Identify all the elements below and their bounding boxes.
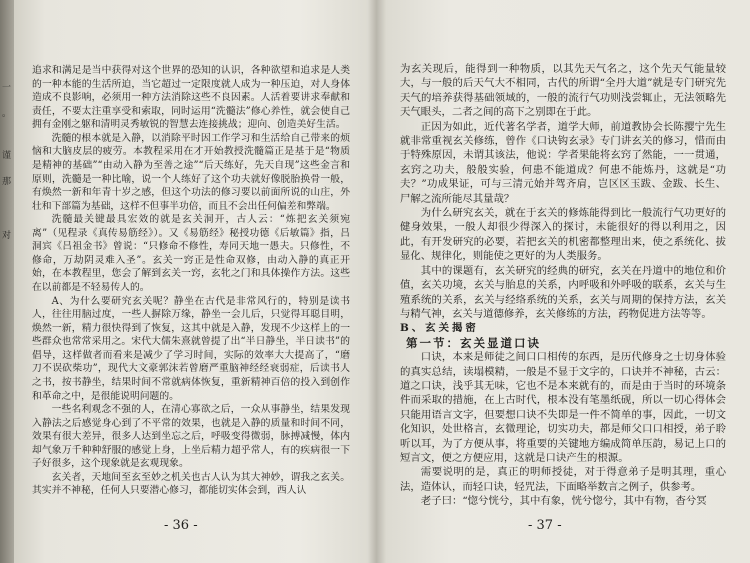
right-page-body [400, 62, 726, 509]
left-page-body [32, 64, 350, 498]
right-paragraph: 为玄关现后，能得到一种物质，以其先天气名之，这个先天气能量较大，与一般的后天气大不相同，古代的所谓“全丹大道”就是专门研究先天气的培养获得基础领域的，一般的流行气功则浅尝辄止，无法领略先天气眼头，二者之间的高下之别即在于此。 [400, 63, 726, 119]
section-heading: B、玄关揭密 [400, 322, 479, 335]
sub-heading: 第一节：玄关显道口诀 [406, 335, 541, 350]
right-paragraph: 其中的课题有，玄关研究的经典的研究，玄关在丹道中的地位和价值，玄关功境，玄关与胎息的关系，内呼吸和外呼吸的联系，玄关与生殖系统的关系，玄关与经络系统的关系，玄关与周期的保持方法，玄关与精气神，玄关与道德修养，玄关修练的方法，药物促进方法等等。 [400, 264, 726, 320]
right-page [380, 0, 746, 563]
edge-glyph: 一 [2, 83, 12, 93]
left-paragraph: 追求和满足是当中获得对这个世界的恐知的认识，各种欲望和追求是人类的一种本能的生活所迫，当它超过一定限度就人成为一种压迫，对人身体造成不良影响，必须用一种方法消除这些不良因素。人活着要讲求奉献和责任，不要太注重享受和索取，同时运用“洗髓法”修心养性，就会使自己拥有金刚之躯和清明灵秀敏锐的智慧去连接挑战；迎向、创造美好生活。 [32, 65, 350, 131]
previous-page-edge [0, 0, 14, 563]
left-paragraph: A、为什么要研究玄关呢？静坐在古代是非常风行的，特别是读书人，往往用脑过度，一些人摒除万缘，静坐一会儿后，只觉得耳聪目明，焕然一新，精力很快得到了恢复，这其中就是入静，发现不少这样上的一些群众也常常采用之。宋代大儒朱熹就曾提了出“半日静坐，半日读书”的倡导，这样做者而看来是减少了学习时间，实际的效率大大提高了，“磨刀不误砍柴功”，现代大文豪郭沫若曾磨严重脑神经经衰弱症，后读书人之书，按书静坐，结果时间不常就病体恢复，重新精神百倍的投入到创作和革命之中，是很能说明问题的。 [32, 295, 350, 402]
right-paragraph: 口诀，本来是师徒之间口口相传的东西，是历代修身之士切身体验的真实总结，读塌模精，一般是不显于文字的，口诀并不神秘，古云：道之口诀，浅乎其无味，它也不是本来就有的，而是由于当时的环境条件而采取的措施，在上古时代，根本没有笔墨纸砚，所以一切心得体会只能用语言文字，但要想口诀不失即是一件不简单的事，因此，一切文化知识，处世格言，玄微理论，切实功夫，都是师父口口相授，弟子聆听以耳，为了方便从事，将重要的关键地方编成简单压韵，易记上口的短言文，便之方便应用，这就是口诀产生的根源。 [400, 351, 726, 464]
left-paragraph: 玄关者，天地间至玄至妙之机关也古人认为其大神妙，谓我之玄关。其实并不神秘，任何人只要潜心修习，都能切实体会到，西人认 [32, 471, 350, 497]
left-page-number: - 36 - [164, 518, 198, 533]
left-paragraph: 洗髓的根本就是入静，以消除平时因工作学习和生活给自己带来的烦恼和大脑皮层的疲劳。本教程采用在才开始教授洗髓篇正是基于是“物质是精神的基础”“由动入静为至善之途”“后天练好，先天自现”这些金言和原则，洗髓是一种比喻，说一个人练好了这个功夫就好像脱胎换骨一般，有焕然一新和年青十岁之感，但这个功法的修习要以前面所说的山庄，外壮和下部篇为基础，这样不但事半功倍，而且不会出任何偏差和弊端。 [32, 132, 350, 212]
left-paragraph: 一些名利观念不强的人，在清心寡欲之后，一众从事静坐，结果发现入静法之后感觉身心到了不平常的效果，也就是入静的质量和时间不同，效果有很大差异，很多人达到坐忘之后，呼吸变得微弱，脉搏减慢，体内却气象万千种种舒服的感觉上身，上坐后精力超乎常人，有的疾病很一下子好很多，这个现象就是玄观现象。 [32, 404, 350, 470]
left-paragraph: 洗髓最关键最具宏效的就是玄关洞开，古人云：“炼把玄关须宛离”（见程录《真传易筋经》）。又《易筋经》秘授功德《后敏篇》指，吕洞宾《吕祖金书》曾说：“只修命不修性，寿同天地一愚夫。只修性，不修命，万劫阴灵难入圣”。玄关一窍正是性命双修，由动入静的真正开始，在本教程里，您会了解到玄关一窍，玄牝之门和具体操作方法。这些在以前都是不轻易传人的。 [32, 214, 350, 293]
right-paragraph: 需要说明的是，真正的明师授徒，对于得意弟子是明其理，重心法，造体认，而轻口诀，轻咒法，下面略举数言之例子，供参考。 [400, 466, 726, 493]
edge-glyph: 对 [2, 231, 12, 241]
left-page [14, 0, 368, 563]
edge-glyph: 谨 [2, 151, 12, 161]
right-page-number: - 37 - [528, 518, 562, 533]
right-paragraph: 为什么研究玄关，就在于玄关的修炼能得到比一般流行气功更好的健身效果，一般人却很少得深入的探讨，未能很好的得以利用之，因此，有开发研究的必要，若把玄关的机密都整理出来，使之系统化、拔显化、规律化，则能使之更好的为人类服务。 [400, 207, 726, 263]
edge-glyph: 。 [2, 109, 12, 119]
right-last-line: 老子曰：“惚兮恍兮，其中有象，恍兮惚兮，其中有物，杳兮冥 [420, 495, 707, 508]
edge-glyph: 那 [2, 177, 12, 187]
right-paragraph: 正因为如此，近代著名学者，道学大师，前道教协会长陈撄宁先生就非常重视玄关修练，曾作《口诀钩玄录》专门讲玄关的修习，惜而由于特殊原因，未谓其该法，他说：学者果能将玄窍了然能，一一贯通，玄窍之功夫，般般实验，何患不能道成？何患不能炼丹，这就是“功夫？”功成果证，可与三清元始并驾齐肩，岂区区玉跋、金跋、长生、尸解之流所能尽其量哉？ [400, 120, 726, 205]
